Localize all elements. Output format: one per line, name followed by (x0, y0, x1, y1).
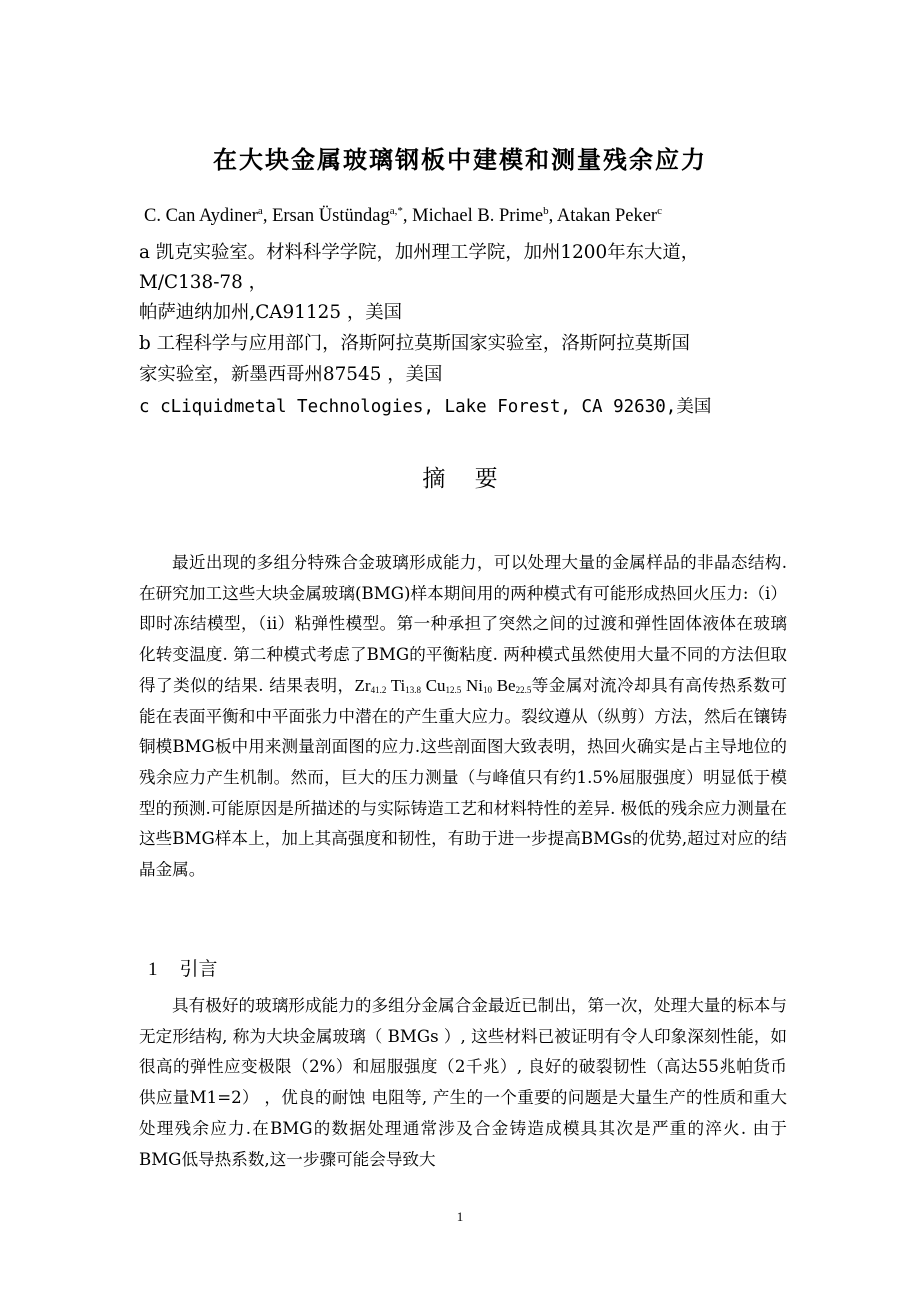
section-heading (148, 954, 218, 981)
formula (355, 676, 532, 695)
author-affiliation-mark: b (543, 205, 549, 217)
affiliation-line: a 凯克实验室。材料科学学院，加州理工学院，加州1200年东大道， (139, 242, 700, 263)
author-affiliation-mark: a (257, 205, 263, 217)
abstract-heading: 摘 要 (422, 466, 498, 492)
formula-subscript: 13.8 (405, 684, 421, 695)
affiliation-line: M/C138-78 ， (139, 272, 268, 293)
author-affiliation-mark: a,* (389, 205, 403, 217)
author-separator: , (402, 206, 413, 226)
abstract-text-part-1: 最近出现的多组分特殊合金玻璃形成能力，可以处理大量的金属样品的非晶态结构.在研究加工这些大块金属玻璃(BMG)样本期间用的两种模式有可能形成热回火压力:（i）即时冻结模型，（ii）粘弹性模型。第一种承担了突然之间的过渡和弹性固体液体在玻璃化转变温度. 第二种模式考虑了BMG的平衡粘度. 两种模式虽然使用大量不同的方法但取得了类似的结果. 结果表明， (139, 553, 787, 695)
formula-element: Be (496, 675, 516, 695)
author-name: Atakan Peker (556, 206, 658, 226)
formula-element: Zr (354, 675, 371, 695)
formula-element: Ni (466, 675, 483, 695)
affiliation-line: c cLiquidmetal Technologies, Lake Forest, CA 92630,美国 (139, 397, 712, 417)
abstract-paragraph (139, 548, 787, 886)
formula-element: Cu (425, 675, 446, 695)
section-number: 1 (148, 959, 158, 980)
author-name: Ersan Üstündag (272, 206, 390, 226)
formula-subscript: 22.5 (515, 684, 532, 695)
intro-paragraph: 具有极好的玻璃形成能力的多组分金属合金最近已制出，第一次，处理大量的标本与无定形结构, 称为大块金属玻璃（ BMGs ）, 这些材料已被证明有令人印象深刻性能，如很高的弹性应变极限（2%）和屈服强度（2千兆）, 良好的破裂韧性（高达55兆帕货币供应量M1=2） ，优良的耐蚀 电阻等, 产生的一个重要的问题是大量生产的性质和重大处理残余应力.在BMG的数据处理通常涉及合金铸造成模具其次是严重的淬火. 由于 BMG低导热系数,这一步骤可能会导致大 (139, 996, 787, 1169)
author-separator: , (262, 206, 273, 226)
formula-subscript: 12.5 (445, 684, 462, 695)
author-list (144, 206, 662, 227)
formula-subscript: 10 (483, 684, 492, 695)
paper-title: 在大块金属玻璃钢板中建模和测量残余应力 (213, 146, 707, 174)
abstract-text-part-2: 等金属对流冷却具有高传热系数可能在表面平衡和中平面张力中潜在的产生重大应力。裂纹遵从（纵剪）方法，然后在镶铸铜模BMG板中用来测量剖面图的应力.这些剖面图大致表明，热回火确实是占主导地位的残余应力产生机制。然而，巨大的压力测量（与峰值只有约1.5%屈服强度）明显低于模型的预测.可能原因是所描述的与实际铸造工艺和材料特性的差异. 极低的残余应力测量在这些BMG样本上，加上其高强度和韧性，有助于进一步提高BMGs的优势,超过对应的结晶金属。 (139, 675, 788, 880)
author-name: Michael B. Prime (412, 206, 544, 226)
author-separator: , (548, 206, 557, 226)
affiliation-line: b 工程科学与应用部门，洛斯阿拉莫斯国家实验室，洛斯阿拉莫斯国 (139, 333, 690, 354)
formula-element: Ti (390, 675, 406, 695)
author-affiliation-mark: c (657, 205, 662, 217)
formula-subscript: 41.2 (370, 684, 387, 695)
author-name: C. Can Aydiner (144, 206, 258, 226)
affiliation-line: 帕萨迪纳加州,CA91125 ，美国 (139, 302, 403, 323)
section-title: 引言 (179, 958, 218, 980)
page-number: 1 (456, 1209, 464, 1224)
affiliation-line: 家实验室，新墨西哥州87545 ，美国 (139, 364, 443, 385)
